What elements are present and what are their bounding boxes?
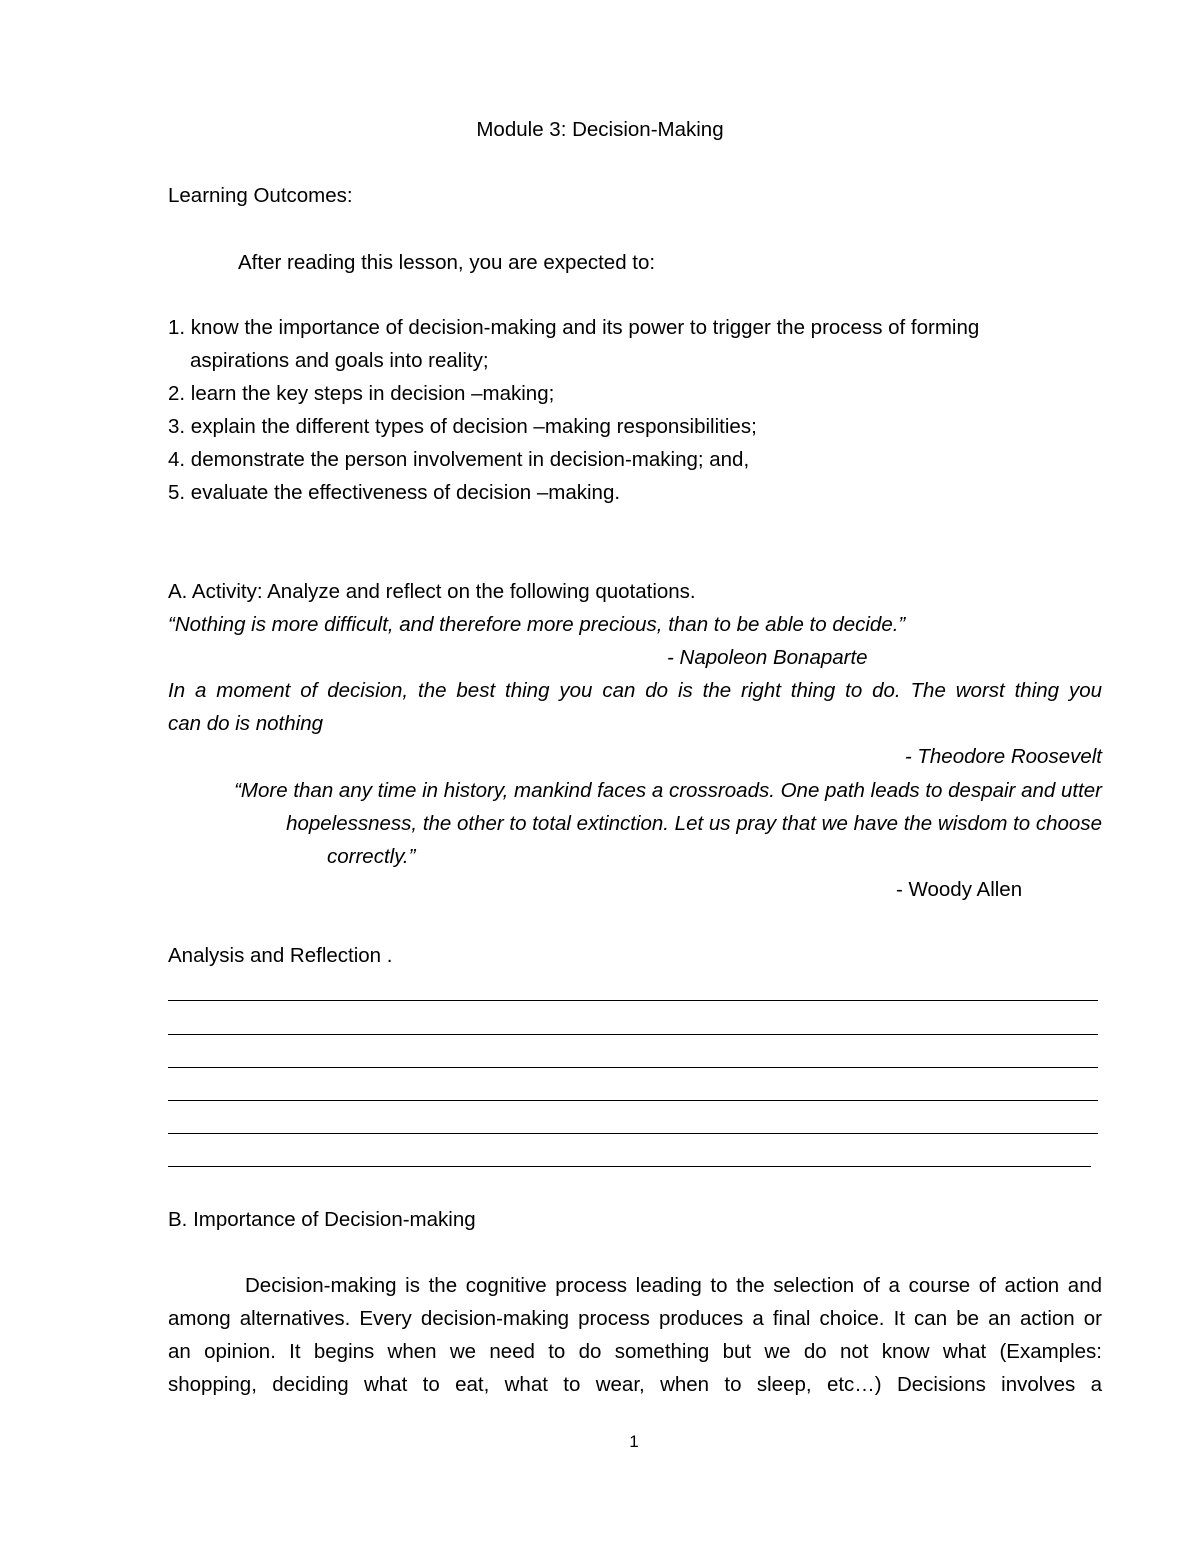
- learning-outcomes-intro: After reading this lesson, you are expected to:: [238, 251, 656, 274]
- paragraph-line: an opinion. It begins when we need to do something but we do not know what (Examples:: [168, 1340, 1102, 1363]
- learning-outcomes-heading: Learning Outcomes:: [168, 184, 353, 207]
- quote-napoleon: “Nothing is more difficult, and therefore more precious, than to be able to decide.”: [168, 613, 906, 636]
- answer-line[interactable]: [168, 1000, 1098, 1001]
- analysis-heading: Analysis and Reflection .: [168, 944, 393, 967]
- quote-author-allen: - Woody Allen: [896, 878, 1023, 901]
- paragraph-line: shopping, deciding what to eat, what to wear, when to sleep, etc…) Decisions involves a: [168, 1373, 1102, 1396]
- page-title: Module 3: Decision-Making: [476, 118, 724, 141]
- quote-allen-line: correctly.”: [327, 845, 416, 868]
- paragraph-line: Decision-making is the cognitive process leading to the selection of a course of action and: [245, 1274, 1102, 1297]
- outcome-item: 4. demonstrate the person involvement in decision-making; and,: [168, 448, 750, 471]
- outcome-item: 5. evaluate the effectiveness of decision –making.: [168, 481, 621, 504]
- outcome-item: 1. know the importance of decision-making and its power to trigger the process of forming: [168, 316, 980, 339]
- quote-author-napoleon: - Napoleon Bonaparte: [667, 646, 868, 669]
- quote-roosevelt-line: can do is nothing: [168, 712, 324, 735]
- activity-heading: A. Activity: Analyze and reflect on the following quotations.: [168, 580, 696, 603]
- page-number: 1: [629, 1432, 639, 1451]
- answer-line[interactable]: [168, 1166, 1091, 1167]
- quote-author-roosevelt: - Theodore Roosevelt: [904, 745, 1102, 768]
- answer-line[interactable]: [168, 1133, 1098, 1134]
- answer-line[interactable]: [168, 1034, 1098, 1035]
- section-b-heading: B. Importance of Decision-making: [168, 1208, 476, 1231]
- outcome-item: 3. explain the different types of decision –making responsibilities;: [168, 415, 757, 438]
- answer-line[interactable]: [168, 1067, 1098, 1068]
- outcome-item: 2. learn the key steps in decision –making;: [168, 382, 555, 405]
- paragraph-line: among alternatives. Every decision-making process produces a final choice. It can be an action or: [168, 1307, 1102, 1330]
- answer-line[interactable]: [168, 1100, 1098, 1101]
- outcome-item-continuation: aspirations and goals into reality;: [190, 349, 489, 372]
- quote-allen-line: hopelessness, the other to total extinction. Let us pray that we have the wisdom to choose: [286, 812, 1102, 835]
- quote-roosevelt-line: In a moment of decision, the best thing you can do is the right thing to do. The worst thing you: [168, 679, 1102, 702]
- quote-allen-line: “More than any time in history, mankind faces a crossroads. One path leads to despair and utter: [234, 779, 1102, 802]
